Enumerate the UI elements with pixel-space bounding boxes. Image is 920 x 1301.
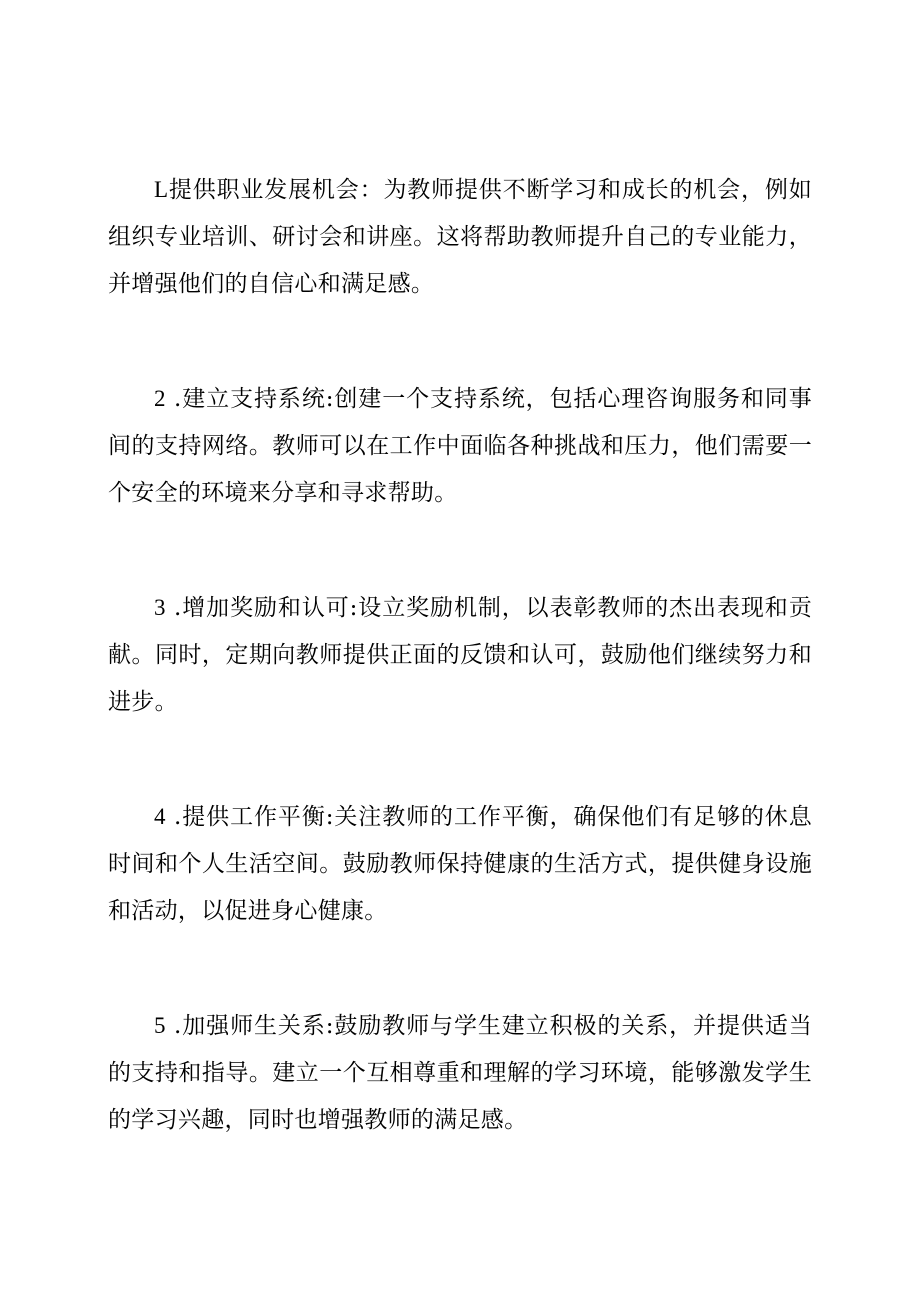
- paragraph-2: [108, 375, 812, 517]
- paragraph-4: [108, 793, 812, 935]
- paragraph-3: [108, 584, 812, 726]
- document-body: [108, 166, 812, 1211]
- paragraph-5: [108, 1002, 812, 1144]
- paragraph-text: .增加奖励和认可:设立奖励机制，以表彰教师的杰出表现和贡献。同时，定期向教师提供正面的反馈和认可，鼓励他们继续努力和进步。: [108, 595, 812, 715]
- paragraph-marker: 5: [154, 1013, 166, 1038]
- paragraph-text: 提供职业发展机会：为教师提供不断学习和成长的机会，例如组织专业培训、研讨会和讲座。这将帮助教师提升自己的专业能力，并增强他们的自信心和满足感。: [108, 177, 812, 297]
- paragraph-marker: L: [154, 177, 169, 202]
- paragraph-marker: 3: [154, 595, 166, 620]
- paragraph-text: .提供工作平衡:关注教师的工作平衡，确保他们有足够的休息时间和个人生活空间。鼓励教师保持健康的生活方式，提供健身设施和活动，以促进身心健康。: [108, 804, 812, 924]
- paragraph-marker: 2: [154, 386, 166, 411]
- paragraph-1: [108, 166, 812, 308]
- paragraph-text: .建立支持系统:创建一个支持系统，包括心理咨询服务和同事间的支持网络。教师可以在工作中面临各种挑战和压力，他们需要一个安全的环境来分享和寻求帮助。: [108, 386, 812, 506]
- paragraph-text: .加强师生关系:鼓励教师与学生建立积极的关系，并提供适当的支持和指导。建立一个互相尊重和理解的学习环境，能够激发学生的学习兴趣，同时也增强教师的满足感。: [108, 1013, 812, 1133]
- paragraph-marker: 4: [154, 804, 166, 829]
